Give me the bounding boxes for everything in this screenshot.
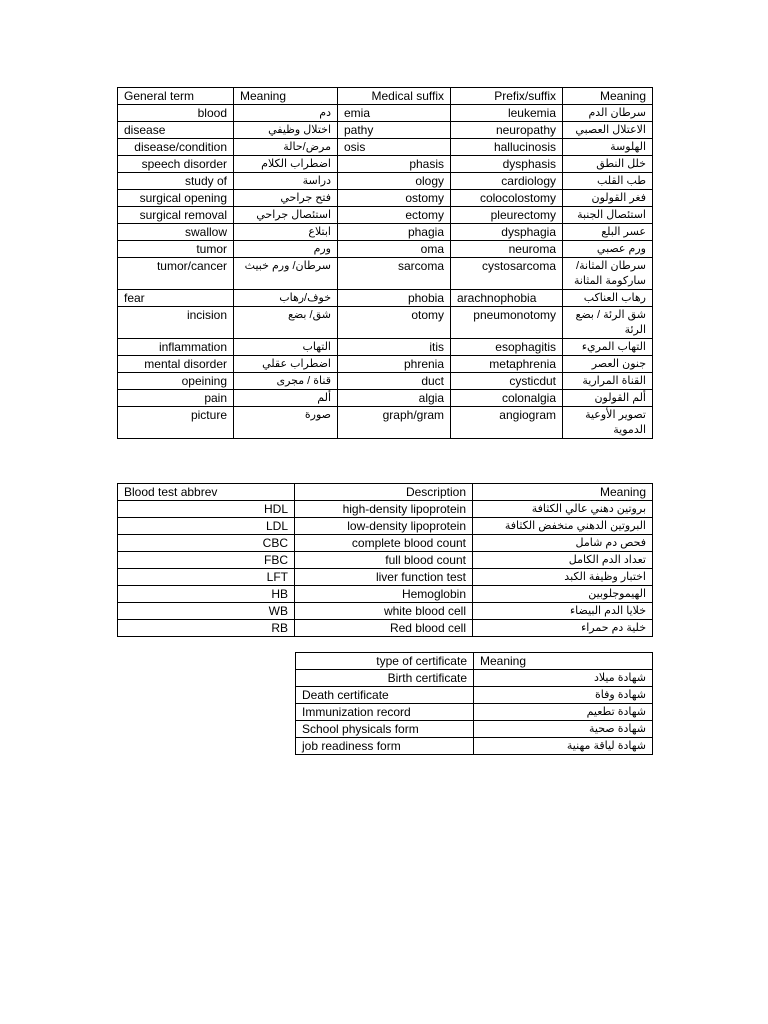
- medical-terms-table: [117, 87, 653, 439]
- meaning-arabic-cell: تعداد الدم الكامل: [473, 552, 653, 569]
- medical-suffix-cell: algia: [338, 390, 451, 407]
- meaning-arabic-cell: سرطان/ ورم خبيث: [234, 258, 338, 290]
- example-term-cell: metaphrenia: [451, 356, 563, 373]
- description-cell: high-density lipoprotein: [295, 501, 473, 518]
- abbrev-cell: LFT: [118, 569, 295, 586]
- medical-terms-body: [118, 88, 653, 439]
- meaning-arabic-cell: شهادة تطعيم: [474, 704, 653, 721]
- general-term-cell: pain: [118, 390, 234, 407]
- table-row: [118, 586, 653, 603]
- example-meaning-arabic-cell: الاعتلال العصبي: [563, 122, 653, 139]
- meaning-arabic-cell: اضطراب الكلام: [234, 156, 338, 173]
- meaning-arabic-cell: فتح جراحي: [234, 190, 338, 207]
- medical-suffix-cell: sarcoma: [338, 258, 451, 290]
- meaning-arabic-cell: خوف/رهاب: [234, 290, 338, 307]
- general-term-cell: inflammation: [118, 339, 234, 356]
- meaning-arabic-cell: الهيموجلوبين: [473, 586, 653, 603]
- certificate-body: [296, 653, 653, 755]
- example-term-cell: colocolostomy: [451, 190, 563, 207]
- description-cell: complete blood count: [295, 535, 473, 552]
- example-meaning-arabic-cell: الهلوسة: [563, 139, 653, 156]
- meaning-arabic-cell: دراسة: [234, 173, 338, 190]
- meaning-arabic-cell: شهادة صحية: [474, 721, 653, 738]
- example-meaning-arabic-cell: استئصال الجنبة: [563, 207, 653, 224]
- example-term-cell: neuropathy: [451, 122, 563, 139]
- medical-suffix-cell: phasis: [338, 156, 451, 173]
- general-term-cell: incision: [118, 307, 234, 339]
- example-meaning-arabic-cell: سرطان المثانة/ ساركومة المثانة: [563, 258, 653, 290]
- abbrev-cell: RB: [118, 620, 295, 637]
- header-general-term: General term: [118, 88, 234, 105]
- medical-suffix-cell: phrenia: [338, 356, 451, 373]
- description-cell: white blood cell: [295, 603, 473, 620]
- medical-suffix-cell: emia: [338, 105, 451, 122]
- certificate-type-cell: Birth certificate: [296, 670, 474, 687]
- table-row: [296, 687, 653, 704]
- general-term-cell: opeining: [118, 373, 234, 390]
- example-term-cell: cardiology: [451, 173, 563, 190]
- table-row: [118, 139, 653, 156]
- table-row: [118, 173, 653, 190]
- example-meaning-arabic-cell: القناة المرارية: [563, 373, 653, 390]
- example-meaning-arabic-cell: طب القلب: [563, 173, 653, 190]
- general-term-cell: disease: [118, 122, 234, 139]
- meaning-arabic-cell: ابتلاع: [234, 224, 338, 241]
- example-meaning-arabic-cell: ورم عصبي: [563, 241, 653, 258]
- description-cell: liver function test: [295, 569, 473, 586]
- example-meaning-arabic-cell: ألم القولون: [563, 390, 653, 407]
- meaning-arabic-cell: شق/ بضع: [234, 307, 338, 339]
- header-meaning-arabic: Meaning: [563, 88, 653, 105]
- meaning-arabic-cell: شهادة لياقة مهنية: [474, 738, 653, 755]
- certificate-type-cell: Immunization record: [296, 704, 474, 721]
- table-row: [118, 390, 653, 407]
- header-prefix-suffix: Prefix/suffix: [451, 88, 563, 105]
- table-row: [118, 122, 653, 139]
- general-term-cell: surgical removal: [118, 207, 234, 224]
- certificate-type-cell: Death certificate: [296, 687, 474, 704]
- example-term-cell: colonalgia: [451, 390, 563, 407]
- general-term-cell: tumor/cancer: [118, 258, 234, 290]
- example-meaning-arabic-cell: رهاب العناكب: [563, 290, 653, 307]
- table-row: [118, 373, 653, 390]
- general-term-cell: disease/condition: [118, 139, 234, 156]
- meaning-arabic-cell: البروتين الدهني منخفض الكثافة: [473, 518, 653, 535]
- medical-suffix-cell: ectomy: [338, 207, 451, 224]
- header-meaning: Meaning: [473, 484, 653, 501]
- meaning-arabic-cell: اختبار وظيفة الكبد: [473, 569, 653, 586]
- meaning-arabic-cell: شهادة وفاة: [474, 687, 653, 704]
- general-term-cell: tumor: [118, 241, 234, 258]
- example-term-cell: arachnophobia: [451, 290, 563, 307]
- blood-test-body: [118, 484, 653, 637]
- medical-suffix-cell: phagia: [338, 224, 451, 241]
- table-row: [118, 569, 653, 586]
- example-term-cell: cysticdut: [451, 373, 563, 390]
- table-row: [296, 738, 653, 755]
- table-row: [118, 258, 653, 290]
- header-blood-test-abbrev: Blood test abbrev: [118, 484, 295, 501]
- example-term-cell: dysphasis: [451, 156, 563, 173]
- table-header-row: [118, 88, 653, 105]
- abbrev-cell: WB: [118, 603, 295, 620]
- table-row: [118, 356, 653, 373]
- header-type-of-certificate: type of certificate: [296, 653, 474, 670]
- table-row: [296, 704, 653, 721]
- table-row: [118, 156, 653, 173]
- certificate-type-cell: job readiness form: [296, 738, 474, 755]
- table-row: [118, 224, 653, 241]
- table-row: [118, 518, 653, 535]
- table-row: [296, 721, 653, 738]
- example-term-cell: leukemia: [451, 105, 563, 122]
- description-cell: low-density lipoprotein: [295, 518, 473, 535]
- table-header-row: [296, 653, 653, 670]
- general-term-cell: picture: [118, 407, 234, 439]
- certificate-type-cell: School physicals form: [296, 721, 474, 738]
- table-row: [118, 603, 653, 620]
- general-term-cell: mental disorder: [118, 356, 234, 373]
- example-meaning-arabic-cell: شق الرئة / بضع الرئة: [563, 307, 653, 339]
- meaning-arabic-cell: قناة / مجرى: [234, 373, 338, 390]
- header-description: Description: [295, 484, 473, 501]
- meaning-arabic-cell: ألم: [234, 390, 338, 407]
- example-term-cell: cystosarcoma: [451, 258, 563, 290]
- meaning-arabic-cell: خلية دم حمراء: [473, 620, 653, 637]
- example-term-cell: esophagitis: [451, 339, 563, 356]
- abbrev-cell: FBC: [118, 552, 295, 569]
- table-row: [118, 407, 653, 439]
- abbrev-cell: HDL: [118, 501, 295, 518]
- description-cell: Red blood cell: [295, 620, 473, 637]
- meaning-arabic-cell: بروتين دهني عالي الكثافة: [473, 501, 653, 518]
- meaning-arabic-cell: اضطراب عقلي: [234, 356, 338, 373]
- meaning-arabic-cell: خلايا الدم البيضاء: [473, 603, 653, 620]
- meaning-arabic-cell: صورة: [234, 407, 338, 439]
- meaning-arabic-cell: مرض/حالة: [234, 139, 338, 156]
- example-term-cell: neuroma: [451, 241, 563, 258]
- table-row: [118, 207, 653, 224]
- example-term-cell: angiogram: [451, 407, 563, 439]
- description-cell: full blood count: [295, 552, 473, 569]
- medical-suffix-cell: otomy: [338, 307, 451, 339]
- example-meaning-arabic-cell: تصوير الأوعية الدموية: [563, 407, 653, 439]
- table-row: [118, 339, 653, 356]
- medical-suffix-cell: itis: [338, 339, 451, 356]
- meaning-arabic-cell: اختلال وظيفي: [234, 122, 338, 139]
- table-row: [118, 241, 653, 258]
- blood-test-table: [117, 483, 653, 637]
- medical-suffix-cell: osis: [338, 139, 451, 156]
- example-term-cell: hallucinosis: [451, 139, 563, 156]
- medical-suffix-cell: pathy: [338, 122, 451, 139]
- header-meaning: Meaning: [474, 653, 653, 670]
- medical-suffix-cell: ostomy: [338, 190, 451, 207]
- example-meaning-arabic-cell: التهاب المريء: [563, 339, 653, 356]
- meaning-arabic-cell: ورم: [234, 241, 338, 258]
- general-term-cell: surgical opening: [118, 190, 234, 207]
- abbrev-cell: CBC: [118, 535, 295, 552]
- meaning-arabic-cell: شهادة ميلاد: [474, 670, 653, 687]
- general-term-cell: study of: [118, 173, 234, 190]
- general-term-cell: blood: [118, 105, 234, 122]
- example-meaning-arabic-cell: خلل النطق: [563, 156, 653, 173]
- example-meaning-arabic-cell: سرطان الدم: [563, 105, 653, 122]
- certificate-table: [295, 652, 653, 755]
- table-row: [118, 620, 653, 637]
- table-row: [118, 501, 653, 518]
- meaning-arabic-cell: استئصال جراحي: [234, 207, 338, 224]
- medical-suffix-cell: phobia: [338, 290, 451, 307]
- example-term-cell: dysphagia: [451, 224, 563, 241]
- example-meaning-arabic-cell: عسر البلع: [563, 224, 653, 241]
- meaning-arabic-cell: دم: [234, 105, 338, 122]
- example-term-cell: pneumonotomy: [451, 307, 563, 339]
- example-meaning-arabic-cell: فغر القولون: [563, 190, 653, 207]
- medical-suffix-cell: duct: [338, 373, 451, 390]
- example-term-cell: pleurectomy: [451, 207, 563, 224]
- table-row: [296, 670, 653, 687]
- general-term-cell: fear: [118, 290, 234, 307]
- table-row: [118, 190, 653, 207]
- general-term-cell: speech disorder: [118, 156, 234, 173]
- abbrev-cell: HB: [118, 586, 295, 603]
- header-medical-suffix: Medical suffix: [338, 88, 451, 105]
- header-meaning: Meaning: [234, 88, 338, 105]
- example-meaning-arabic-cell: جنون العصر: [563, 356, 653, 373]
- table-row: [118, 535, 653, 552]
- medical-suffix-cell: graph/gram: [338, 407, 451, 439]
- table-row: [118, 307, 653, 339]
- description-cell: Hemoglobin: [295, 586, 473, 603]
- table-header-row: [118, 484, 653, 501]
- table-row: [118, 105, 653, 122]
- table-row: [118, 552, 653, 569]
- table-row: [118, 290, 653, 307]
- general-term-cell: swallow: [118, 224, 234, 241]
- meaning-arabic-cell: التهاب: [234, 339, 338, 356]
- medical-suffix-cell: ology: [338, 173, 451, 190]
- medical-suffix-cell: oma: [338, 241, 451, 258]
- abbrev-cell: LDL: [118, 518, 295, 535]
- meaning-arabic-cell: فحص دم شامل: [473, 535, 653, 552]
